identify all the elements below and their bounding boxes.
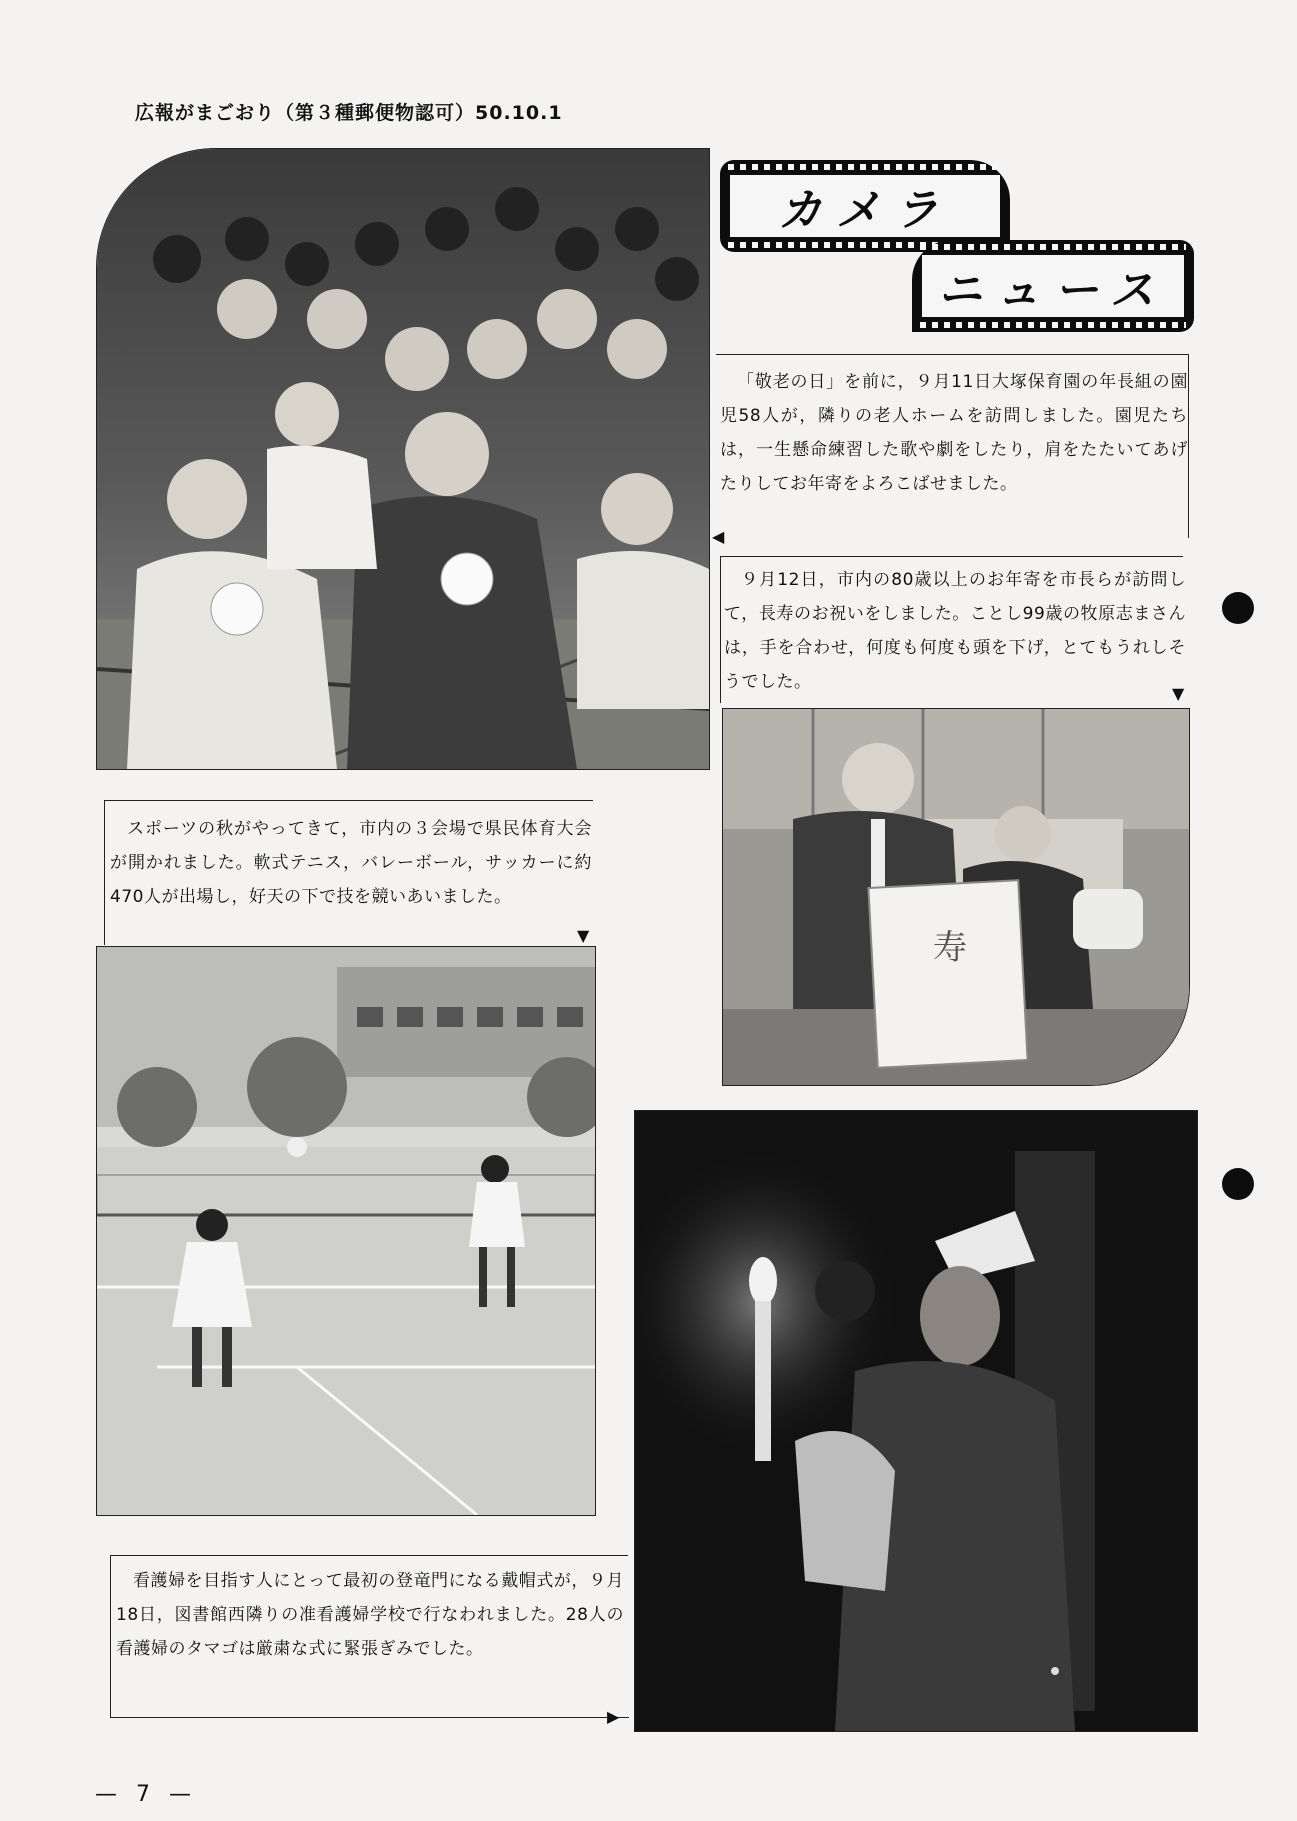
title-film-strip-1 xyxy=(720,160,1010,252)
caption-sports: スポーツの秋がやってきて，市内の３会場で県民体育大会が開かれました。軟式テニス，バレーボール，サッカーに約470人が出場し，好天の下で技を競いあいました。 xyxy=(110,819,592,907)
bullet-dot-lower xyxy=(1222,1168,1254,1200)
page-number: — 7 — xyxy=(95,1782,197,1807)
photo-tennis xyxy=(96,946,596,1516)
arrow-right-icon: ▶ xyxy=(607,1707,620,1726)
photo-capping-ceremony-image xyxy=(635,1111,1197,1731)
photo-longevity xyxy=(722,708,1190,1086)
caption-choju: ９月12日，市内の80歳以上のお年寄を市長らが訪問して，長寿のお祝いをしました。ことし99歳の牧原志まさんは，手を合わせ，何度も何度も頭を下げ，とてもうれしそうでした。 xyxy=(724,570,1186,692)
masthead: 広報がまごおり（第３種郵便物認可）50.10.1 xyxy=(135,102,563,124)
svg-text:寿: 寿 xyxy=(933,928,967,968)
photo-tennis-image xyxy=(97,947,595,1515)
caption-frame-nurse-top xyxy=(110,1555,628,1556)
arrow-down-sports-icon: ▼ xyxy=(577,926,590,945)
title-news: ニュース xyxy=(938,265,1168,316)
photo-nursery-visit-image xyxy=(97,149,709,769)
arrow-down-icon: ▼ xyxy=(1172,684,1185,703)
caption-nurse: 看護婦を目指す人にとって最初の登竜門になる戴帽式が，９月18日，図書館西隣りの准看護婦学校で行なわれました。28人の看護婦のタマゴは厳粛な式に緊張ぎみでした。 xyxy=(116,1571,624,1659)
arrow-left-icon: ◀ xyxy=(712,527,725,546)
photo-longevity-image xyxy=(723,709,1189,1085)
bullet-dot-upper xyxy=(1222,592,1254,624)
photo-nursery-visit xyxy=(96,148,710,770)
caption-keiro: 「敬老の日」を前に，９月11日大塚保育園の年長組の園児58人が，隣りの老人ホームを訪問しました。園児たちは，一生懸命練習した歌や劇をしたり，肩をたたいてあげたりしてお年寄をよろこばせました。 xyxy=(720,372,1188,494)
title-camera: カメラ xyxy=(778,185,952,236)
title-film-strip-2 xyxy=(912,240,1194,332)
photo-capping-ceremony xyxy=(634,1110,1198,1732)
